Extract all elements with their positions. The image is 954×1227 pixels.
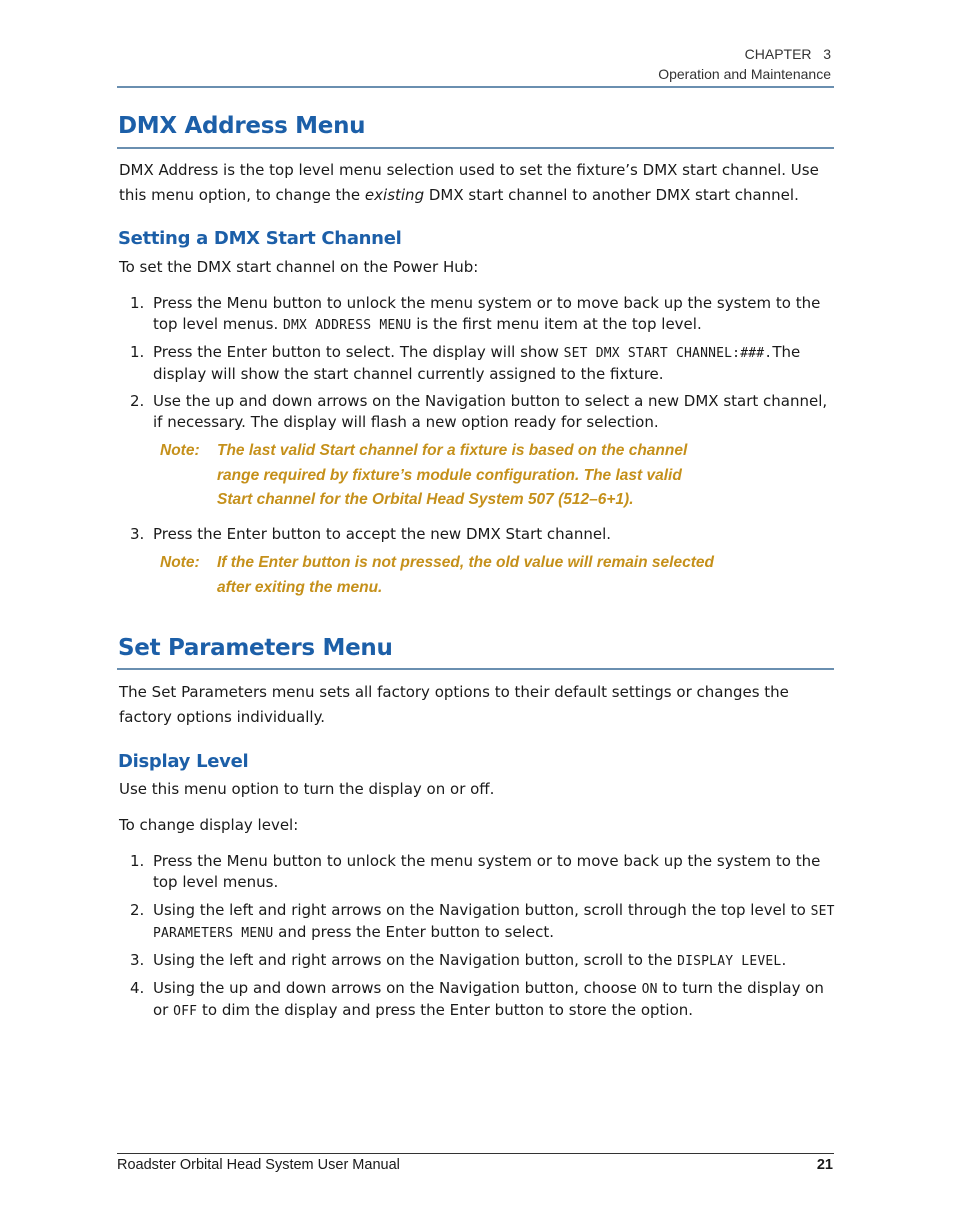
chapter-title: Operation and Maintenance — [658, 66, 831, 82]
footer-manual-title: Roadster Orbital Head System User Manual — [117, 1157, 400, 1173]
header-rule — [117, 86, 834, 88]
step-text: The display will show the start channel currently assigned to the fixture. — [153, 343, 801, 383]
section-intro — [119, 158, 839, 208]
list-number: 1. — [130, 852, 145, 870]
step-text: Using the left and right arrows on the Navigation button, scroll to the — [153, 951, 678, 969]
list-number: 3. — [130, 525, 145, 543]
subsection-title-dmx-start: Setting a DMX Start Channel — [118, 228, 402, 249]
intro-emphasis: existing — [364, 186, 425, 204]
subsection-title-display-level: Display Level — [118, 751, 249, 772]
list-number: 2. — [130, 392, 145, 410]
step-text: Press the Enter button to accept the new DMX Start channel. — [153, 525, 612, 543]
note-block — [160, 439, 760, 513]
intro-text-a: DMX Address is the top level menu selection used to set the fixture’s DMX start channel. Use this menu option, to change the — [119, 161, 819, 204]
list-item — [130, 900, 835, 944]
subsection-intro: To change display level: — [119, 816, 299, 834]
step-text: Using the left and right arrows on the Navigation button, scroll through the top level to — [153, 901, 811, 919]
step-text: Using the up and down arrows on the Navigation button, choose — [153, 979, 642, 997]
section-intro: The Set Parameters menu sets all factory options to their default settings or changes the factory options individually. — [119, 683, 789, 726]
list-number: 4. — [130, 979, 145, 997]
list-item — [130, 293, 835, 336]
list-item — [130, 342, 835, 385]
step-text: and press the Enter button to select. — [273, 923, 554, 941]
note-text: If the Enter button is not pressed, the old value will remain selected after exiting the menu. — [217, 554, 714, 596]
note-text: The last valid Start channel for a fixture is based on the channel range required by fixture’s module configuration. The last valid Start channel for the Orbital Head System 507 (512–6+1). — [217, 442, 688, 508]
list-item — [130, 950, 835, 972]
menu-code: DISPLAY LEVEL — [677, 954, 782, 969]
menu-code: ON — [641, 982, 658, 997]
list-item — [130, 851, 835, 893]
list-item — [130, 391, 835, 433]
menu-code: SET DMX START CHANNEL:###. — [563, 346, 773, 361]
step-text: to dim the display and press the Enter button to store the option. — [197, 1001, 694, 1019]
step-text: Use the up and down arrows on the Navigation button to select a new DMX start channel, if necessary. The display will flash a new option ready for selection. — [153, 392, 828, 431]
section-rule — [117, 147, 834, 149]
list-number: 1. — [130, 343, 145, 361]
list-item — [130, 524, 835, 545]
subsection-intro: To set the DMX start channel on the Power Hub: — [119, 258, 479, 276]
subsection-intro: Use this menu option to turn the display on or off. — [119, 780, 495, 798]
note-block — [160, 551, 760, 600]
menu-code: OFF — [173, 1004, 198, 1019]
section-title-dmx-address: DMX Address Menu — [118, 113, 366, 139]
step-text: Press the Menu button to unlock the menu system or to move back up the system to the top level menus. — [153, 852, 821, 891]
list-number: 1. — [130, 294, 145, 312]
footer-rule — [117, 1153, 834, 1154]
menu-code: SET PARAMETERS MENU — [153, 904, 835, 941]
section-title-set-parameters: Set Parameters Menu — [118, 635, 393, 661]
footer-page-number: 21 — [816, 1157, 833, 1173]
list-number: 3. — [130, 951, 145, 969]
list-item — [130, 978, 835, 1022]
step-text: Press the Menu button to unlock the menu system or to move back up the system to the top level menus. — [153, 294, 821, 333]
step-text: Press the Enter button to select. The display will show — [153, 343, 564, 361]
step-text: is the first menu item at the top level. — [411, 315, 702, 333]
section-rule — [117, 668, 834, 670]
list-number: 2. — [130, 901, 145, 919]
step-text: to turn the display on or — [153, 979, 824, 1019]
step-text: . — [781, 951, 787, 969]
chapter-number: CHAPTER 3 — [744, 46, 831, 62]
note-label: Note: — [160, 442, 200, 459]
intro-text-b: DMX start channel to another DMX start channel. — [424, 186, 799, 204]
note-label: Note: — [160, 554, 200, 571]
menu-code: DMX ADDRESS MENU — [283, 318, 412, 333]
